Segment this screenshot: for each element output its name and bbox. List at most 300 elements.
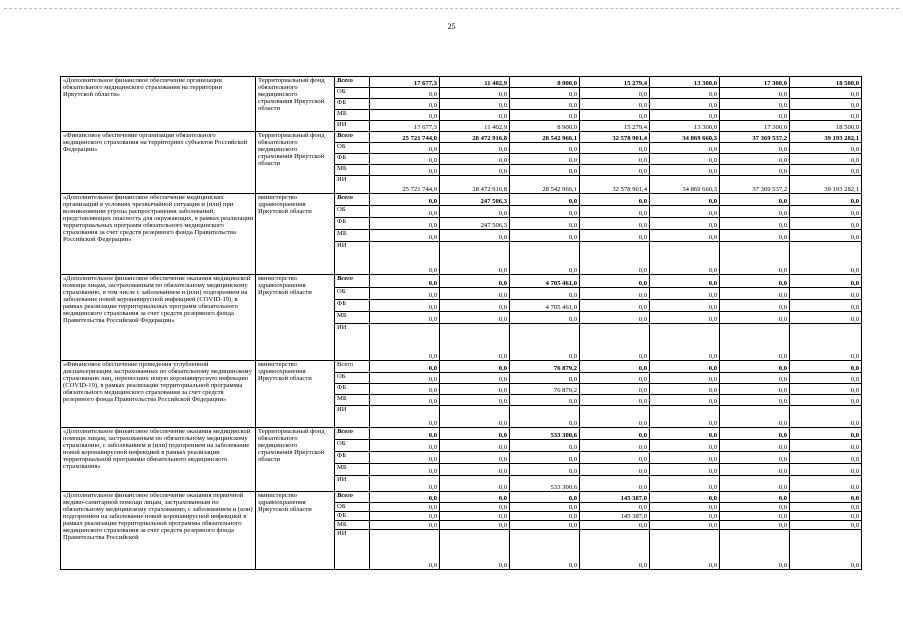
amount-cell: 0,0 — [720, 452, 790, 464]
amount-cell: 0,0 — [720, 530, 790, 570]
amount-cell: 0,0 — [510, 194, 580, 206]
amount-cell: 0,0 — [440, 165, 510, 176]
amount-cell: 37 369 537,2 — [720, 132, 790, 143]
funding-source: Всего — [335, 132, 370, 143]
scan-top-edge — [4, 8, 899, 9]
amount-cell: 0,0 — [650, 110, 720, 121]
amount-cell: 11 402,9 — [440, 121, 510, 132]
amount-cell: 0,0 — [580, 110, 650, 121]
funding-source: ФБ — [335, 154, 370, 165]
funding-source: МБ — [335, 312, 370, 324]
amount-cell: 0,0 — [440, 428, 510, 440]
amount-cell: 0,0 — [440, 110, 510, 121]
amount-cell: 0,0 — [650, 476, 720, 492]
amount-cell: 0,0 — [650, 165, 720, 176]
amount-cell: 0,0 — [790, 194, 862, 206]
amount-cell: 0,0 — [440, 492, 510, 503]
amount-cell: 0,0 — [440, 395, 510, 406]
responsible-executor: министерство здравоохранения Иркутской области — [256, 361, 335, 428]
amount-cell: 0,0 — [370, 373, 440, 384]
funding-source: ОБ — [335, 503, 370, 512]
amount-cell: 0,0 — [790, 242, 862, 275]
measure-description: «Финансовое обеспечение организации обязательного медицинского страхования на территориях субъектов Российской Федерации» — [61, 132, 256, 194]
amount-cell: 0,0 — [510, 242, 580, 275]
amount-cell: 0,0 — [370, 194, 440, 206]
amount-cell: 0,0 — [650, 464, 720, 476]
amount-cell: 0,0 — [790, 503, 862, 512]
funding-source: ИИ — [335, 242, 370, 275]
amount-cell: 0,0 — [790, 165, 862, 176]
amount-cell: 37 369 537,2 — [720, 176, 790, 194]
amount-cell: 0,0 — [790, 324, 862, 361]
amount-cell: 0,0 — [580, 230, 650, 242]
funding-source: Всего — [335, 77, 370, 88]
amount-cell: 0,0 — [720, 275, 790, 288]
amount-cell: 0,0 — [720, 384, 790, 395]
amount-cell: 0,0 — [790, 492, 862, 503]
funding-source: ИИ — [335, 530, 370, 570]
amount-cell: 0,0 — [580, 406, 650, 428]
measure-description: «Финансовое обеспечение проведения углубленной диспансеризации застрахованных по обязательному медицинскому страхованию лиц, перенесших новую коронавирусную инфекцию (COVID-19), в рамках реализации территориальной программы обязательного медицинского страхования за счет средств резервного фонда Правительства Российской Федерации» — [61, 361, 256, 428]
responsible-executor: Территориальный фонд обязательного медицинского страхования Иркутской области — [256, 77, 335, 132]
amount-cell: 17 300,0 — [720, 77, 790, 88]
amount-cell: 0,0 — [440, 143, 510, 154]
amount-cell: 0,0 — [440, 288, 510, 300]
amount-cell: 0,0 — [790, 206, 862, 218]
amount-cell: 0,0 — [440, 440, 510, 452]
amount-cell: 0,0 — [580, 428, 650, 440]
amount-cell: 0,0 — [790, 154, 862, 165]
amount-cell: 0,0 — [720, 300, 790, 312]
funding-source: ОБ — [335, 143, 370, 154]
amount-cell: 0,0 — [580, 521, 650, 530]
amount-cell: 0,0 — [440, 230, 510, 242]
amount-cell: 0,0 — [790, 275, 862, 288]
amount-cell: 0,0 — [510, 110, 580, 121]
amount-cell: 0,0 — [720, 99, 790, 110]
amount-cell: 0,0 — [440, 512, 510, 521]
amount-cell: 0,0 — [440, 154, 510, 165]
amount-cell: 0,0 — [650, 143, 720, 154]
responsible-executor: Территориальный фонд обязательного медицинского страхования Иркутской области — [256, 132, 335, 194]
amount-cell: 0,0 — [650, 230, 720, 242]
amount-cell: 0,0 — [580, 452, 650, 464]
amount-cell: 11 402,9 — [440, 77, 510, 88]
amount-cell: 0,0 — [510, 218, 580, 230]
funding-source: Всего — [335, 194, 370, 206]
amount-cell: 0,0 — [370, 361, 440, 373]
amount-cell: 0,0 — [580, 476, 650, 492]
amount-cell: 0,0 — [370, 99, 440, 110]
amount-cell: 0,0 — [510, 88, 580, 99]
amount-cell: 0,0 — [370, 440, 440, 452]
amount-cell: 0,0 — [580, 324, 650, 361]
amount-cell: 0,0 — [580, 218, 650, 230]
funding-source: МБ — [335, 110, 370, 121]
table-row — [61, 492, 862, 503]
amount-cell: 0,0 — [510, 464, 580, 476]
amount-cell: 0,0 — [370, 143, 440, 154]
amount-cell: 0,0 — [720, 464, 790, 476]
amount-cell: 0,0 — [650, 99, 720, 110]
funding-source: Всего — [335, 428, 370, 440]
amount-cell: 0,0 — [720, 110, 790, 121]
amount-cell: 4 705 461,0 — [510, 300, 580, 312]
amount-cell: 0,0 — [650, 300, 720, 312]
amount-cell: 0,0 — [370, 154, 440, 165]
amount-cell: 15 279,4 — [580, 77, 650, 88]
amount-cell: 0,0 — [510, 154, 580, 165]
responsible-executor: министерство здравоохранения Иркутской области — [256, 492, 335, 570]
amount-cell: 0,0 — [510, 521, 580, 530]
amount-cell: 0,0 — [720, 218, 790, 230]
amount-cell: 0,0 — [720, 428, 790, 440]
amount-cell: 0,0 — [370, 428, 440, 440]
measure-description: «Дополнительное финансовое обеспечение оказания первичной медико-санитарной помощи лицам, застрахованным по обязательному медицинскому страхованию, с заболеванием и (или) подозрением на заболевание новой коронавирусной инфекцией в рамках реализации территориальной программы обязательного медицинского страхования за счет средств резервного фонда Правительства Российской — [61, 492, 256, 570]
funding-source: ОБ — [335, 440, 370, 452]
amount-cell: 25 721 744,0 — [370, 132, 440, 143]
amount-cell: 0,0 — [650, 452, 720, 464]
funding-source: МБ — [335, 464, 370, 476]
amount-cell: 0,0 — [370, 165, 440, 176]
amount-cell: 0,0 — [370, 230, 440, 242]
amount-cell: 76 879,2 — [510, 384, 580, 395]
amount-cell: 0,0 — [720, 154, 790, 165]
funding-source: ИИ — [335, 324, 370, 361]
amount-cell: 0,0 — [790, 110, 862, 121]
amount-cell: 0,0 — [370, 242, 440, 275]
responsible-executor: Территориальный фонд обязательного медицинского страхования Иркутской области — [256, 428, 335, 492]
funding-source: ФБ — [335, 452, 370, 464]
funding-source: ОБ — [335, 88, 370, 99]
amount-cell: 0,0 — [580, 300, 650, 312]
amount-cell: 145 387,0 — [580, 512, 650, 521]
amount-cell: 0,0 — [440, 324, 510, 361]
amount-cell: 0,0 — [370, 384, 440, 395]
amount-cell: 34 869 660,3 — [650, 176, 720, 194]
amount-cell: 0,0 — [510, 512, 580, 521]
amount-cell: 0,0 — [720, 373, 790, 384]
amount-cell: 0,0 — [510, 530, 580, 570]
amount-cell: 0,0 — [440, 312, 510, 324]
amount-cell: 0,0 — [650, 492, 720, 503]
amount-cell: 0,0 — [370, 476, 440, 492]
amount-cell: 0,0 — [510, 165, 580, 176]
amount-cell: 0,0 — [370, 275, 440, 288]
amount-cell: 0,0 — [580, 206, 650, 218]
table-row — [61, 428, 862, 440]
amount-cell: 0,0 — [720, 476, 790, 492]
amount-cell: 0,0 — [720, 165, 790, 176]
amount-cell: 0,0 — [510, 324, 580, 361]
amount-cell: 0,0 — [790, 530, 862, 570]
amount-cell: 0,0 — [650, 530, 720, 570]
amount-cell: 0,0 — [370, 88, 440, 99]
amount-cell: 0,0 — [650, 521, 720, 530]
amount-cell: 0,0 — [580, 143, 650, 154]
amount-cell: 0,0 — [580, 242, 650, 275]
amount-cell: 0,0 — [650, 440, 720, 452]
amount-cell: 34 869 660,3 — [650, 132, 720, 143]
amount-cell: 0,0 — [650, 503, 720, 512]
funding-source: ОБ — [335, 288, 370, 300]
funding-source: МБ — [335, 521, 370, 530]
amount-cell: 0,0 — [720, 230, 790, 242]
amount-cell: 0,0 — [720, 361, 790, 373]
funding-source: ИИ — [335, 121, 370, 132]
amount-cell: 0,0 — [790, 440, 862, 452]
amount-cell: 28 472 916,8 — [440, 132, 510, 143]
amount-cell: 0,0 — [580, 88, 650, 99]
amount-cell: 0,0 — [790, 218, 862, 230]
funding-source: Всего — [335, 361, 370, 373]
amount-cell: 0,0 — [440, 384, 510, 395]
amount-cell: 0,0 — [580, 373, 650, 384]
amount-cell: 0,0 — [580, 312, 650, 324]
amount-cell: 0,0 — [510, 452, 580, 464]
amount-cell: 0,0 — [650, 312, 720, 324]
amount-cell: 0,0 — [510, 99, 580, 110]
amount-cell: 0,0 — [720, 288, 790, 300]
amount-cell: 8 900,0 — [510, 121, 580, 132]
amount-cell: 0,0 — [650, 288, 720, 300]
amount-cell: 0,0 — [720, 88, 790, 99]
amount-cell: 0,0 — [370, 452, 440, 464]
amount-cell: 0,0 — [650, 88, 720, 99]
amount-cell: 0,0 — [370, 395, 440, 406]
funding-source: ФБ — [335, 512, 370, 521]
amount-cell: 18 500,0 — [790, 77, 862, 88]
funding-source: ФБ — [335, 99, 370, 110]
amount-cell: 8 900,0 — [510, 77, 580, 88]
funding-source: ОБ — [335, 373, 370, 384]
amount-cell: 0,0 — [370, 464, 440, 476]
amount-cell: 0,0 — [650, 406, 720, 428]
amount-cell: 247 506,3 — [440, 218, 510, 230]
amount-cell: 0,0 — [790, 143, 862, 154]
amount-cell: 0,0 — [580, 194, 650, 206]
amount-cell: 533 300,6 — [510, 476, 580, 492]
amount-cell: 0,0 — [790, 476, 862, 492]
amount-cell: 0,0 — [440, 88, 510, 99]
amount-cell: 0,0 — [580, 503, 650, 512]
funding-source: ИИ — [335, 476, 370, 492]
amount-cell: 0,0 — [510, 312, 580, 324]
amount-cell: 0,0 — [720, 143, 790, 154]
amount-cell: 17 300,0 — [720, 121, 790, 132]
amount-cell: 0,0 — [440, 476, 510, 492]
amount-cell: 0,0 — [580, 154, 650, 165]
amount-cell: 4 705 461,0 — [510, 275, 580, 288]
funding-source: МБ — [335, 395, 370, 406]
amount-cell: 0,0 — [440, 530, 510, 570]
funding-source: Всего — [335, 492, 370, 503]
amount-cell: 0,0 — [790, 373, 862, 384]
amount-cell: 0,0 — [370, 206, 440, 218]
amount-cell: 0,0 — [720, 503, 790, 512]
amount-cell: 0,0 — [650, 206, 720, 218]
amount-cell: 0,0 — [720, 521, 790, 530]
table-row — [61, 77, 862, 88]
amount-cell: 0,0 — [440, 300, 510, 312]
amount-cell: 0,0 — [790, 230, 862, 242]
amount-cell: 0,0 — [440, 361, 510, 373]
amount-cell: 0,0 — [370, 288, 440, 300]
table-row — [61, 132, 862, 143]
amount-cell: 0,0 — [440, 464, 510, 476]
amount-cell: 28 542 966,1 — [510, 132, 580, 143]
amount-cell: 0,0 — [510, 206, 580, 218]
amount-cell: 0,0 — [580, 384, 650, 395]
amount-cell: 0,0 — [370, 324, 440, 361]
amount-cell: 0,0 — [580, 361, 650, 373]
amount-cell: 0,0 — [510, 373, 580, 384]
amount-cell: 0,0 — [580, 464, 650, 476]
amount-cell: 0,0 — [580, 288, 650, 300]
amount-cell: 0,0 — [370, 503, 440, 512]
amount-cell: 0,0 — [370, 530, 440, 570]
amount-cell: 0,0 — [370, 110, 440, 121]
amount-cell: 0,0 — [790, 99, 862, 110]
amount-cell: 0,0 — [370, 492, 440, 503]
amount-cell: 0,0 — [650, 361, 720, 373]
amount-cell: 17 677,3 — [370, 77, 440, 88]
amount-cell: 0,0 — [440, 503, 510, 512]
amount-cell: 0,0 — [720, 395, 790, 406]
amount-cell: 0,0 — [650, 242, 720, 275]
amount-cell: 0,0 — [650, 324, 720, 361]
responsible-executor: министерство здравоохранения Иркутской области — [256, 194, 335, 275]
amount-cell: 39 193 282,1 — [790, 176, 862, 194]
amount-cell: 0,0 — [510, 395, 580, 406]
amount-cell: 0,0 — [370, 406, 440, 428]
amount-cell: 0,0 — [720, 324, 790, 361]
amount-cell: 0,0 — [440, 406, 510, 428]
funding-source: ОБ — [335, 206, 370, 218]
amount-cell: 0,0 — [720, 242, 790, 275]
funding-source: МБ — [335, 230, 370, 242]
amount-cell: 0,0 — [790, 300, 862, 312]
amount-cell: 0,0 — [790, 428, 862, 440]
amount-cell: 0,0 — [580, 440, 650, 452]
amount-cell: 28 542 966,1 — [510, 176, 580, 194]
amount-cell: 0,0 — [720, 312, 790, 324]
page-number: 25 — [447, 22, 456, 31]
amount-cell: 0,0 — [510, 406, 580, 428]
amount-cell: 0,0 — [720, 512, 790, 521]
amount-cell: 0,0 — [440, 206, 510, 218]
funding-source: ИИ — [335, 176, 370, 194]
amount-cell: 32 578 901,4 — [580, 176, 650, 194]
funding-source: МБ — [335, 165, 370, 176]
funding-table — [60, 76, 862, 570]
amount-cell: 0,0 — [650, 373, 720, 384]
table-row — [61, 194, 862, 206]
amount-cell: 13 300,0 — [650, 77, 720, 88]
amount-cell: 0,0 — [440, 452, 510, 464]
amount-cell: 0,0 — [440, 242, 510, 275]
amount-cell: 0,0 — [790, 521, 862, 530]
amount-cell: 0,0 — [510, 492, 580, 503]
amount-cell: 0,0 — [650, 428, 720, 440]
measure-description: «Дополнительное финансовое обеспечение медицинских организаций в условиях чрезвычайной ситуации и (или) при возникновении угрозы распространения заболеваний, представляющих опасность для окружающих, в рамках реализации территориальных программ обязательного медицинского страхования за счет средств резервного фонда Правительства Российской Федерации» — [61, 194, 256, 275]
amount-cell: 0,0 — [650, 154, 720, 165]
responsible-executor: министерство здравоохранения Иркутской области — [256, 275, 335, 361]
amount-cell: 32 578 901,4 — [580, 132, 650, 143]
amount-cell: 0,0 — [370, 512, 440, 521]
funding-source: ФБ — [335, 300, 370, 312]
amount-cell: 0,0 — [650, 395, 720, 406]
amount-cell: 0,0 — [790, 384, 862, 395]
table-row — [61, 275, 862, 288]
amount-cell: 0,0 — [720, 440, 790, 452]
amount-cell: 18 500,0 — [790, 121, 862, 132]
amount-cell: 533 300,6 — [510, 428, 580, 440]
amount-cell: 28 472 916,8 — [440, 176, 510, 194]
amount-cell: 0,0 — [790, 395, 862, 406]
amount-cell: 0,0 — [370, 312, 440, 324]
amount-cell: 0,0 — [370, 300, 440, 312]
amount-cell: 0,0 — [510, 440, 580, 452]
amount-cell: 145 387,0 — [580, 492, 650, 503]
amount-cell: 0,0 — [720, 206, 790, 218]
amount-cell: 0,0 — [720, 194, 790, 206]
funding-source: Всего — [335, 275, 370, 288]
amount-cell: 0,0 — [720, 492, 790, 503]
amount-cell: 0,0 — [440, 275, 510, 288]
amount-cell: 0,0 — [370, 521, 440, 530]
amount-cell: 0,0 — [650, 194, 720, 206]
amount-cell: 0,0 — [790, 406, 862, 428]
measure-description: «Дополнительное финансовое обеспечение оказания медицинской помощи лицам, застрахованным по обязательному медицинскому страхованию, с заболеванием и (или) подозрением на заболевание новой коронавирусной инфекцией в рамках реализации территориальной программы обязательного медицинского страхования» — [61, 428, 256, 492]
amount-cell: 0,0 — [790, 312, 862, 324]
amount-cell: 0,0 — [790, 88, 862, 99]
amount-cell: 25 721 744,0 — [370, 176, 440, 194]
amount-cell: 0,0 — [790, 288, 862, 300]
amount-cell: 0,0 — [790, 512, 862, 521]
amount-cell: 0,0 — [650, 275, 720, 288]
amount-cell: 0,0 — [510, 230, 580, 242]
amount-cell: 0,0 — [790, 361, 862, 373]
amount-cell: 0,0 — [720, 406, 790, 428]
amount-cell: 247 506,3 — [440, 194, 510, 206]
amount-cell: 0,0 — [650, 218, 720, 230]
amount-cell: 0,0 — [580, 530, 650, 570]
amount-cell: 0,0 — [580, 165, 650, 176]
amount-cell: 0,0 — [580, 275, 650, 288]
measure-description: «Дополнительное финансовое обеспечение оказания медицинской помощи лицам, застрахованным по обязательному медицинскому страхованию, в том числе с заболеванием и (или) подозрением на заболевание новой коронавирусной инфекцией (COVID-19), в рамках реализации территориальных программ обязательного медицинского страхования за счет средств резервного фонда Правительства Российской Федерации» — [61, 275, 256, 361]
amount-cell: 0,0 — [650, 512, 720, 521]
amount-cell: 0,0 — [790, 452, 862, 464]
amount-cell: 0,0 — [650, 384, 720, 395]
amount-cell: 0,0 — [580, 395, 650, 406]
amount-cell: 0,0 — [510, 288, 580, 300]
amount-cell: 0,0 — [440, 373, 510, 384]
funding-source: ИИ — [335, 406, 370, 428]
amount-cell: 17 677,3 — [370, 121, 440, 132]
amount-cell: 13 300,0 — [650, 121, 720, 132]
funding-source: ФБ — [335, 218, 370, 230]
amount-cell: 0,0 — [510, 143, 580, 154]
amount-cell: 0,0 — [440, 521, 510, 530]
amount-cell: 0,0 — [440, 99, 510, 110]
amount-cell: 0,0 — [370, 218, 440, 230]
measure-description: «Дополнительное финансовое обеспечение организации обязательного медицинского страхования на территории Иркутской области» — [61, 77, 256, 132]
funding-source: ФБ — [335, 384, 370, 395]
amount-cell: 0,0 — [790, 464, 862, 476]
amount-cell: 15 279,4 — [580, 121, 650, 132]
amount-cell: 76 879,2 — [510, 361, 580, 373]
